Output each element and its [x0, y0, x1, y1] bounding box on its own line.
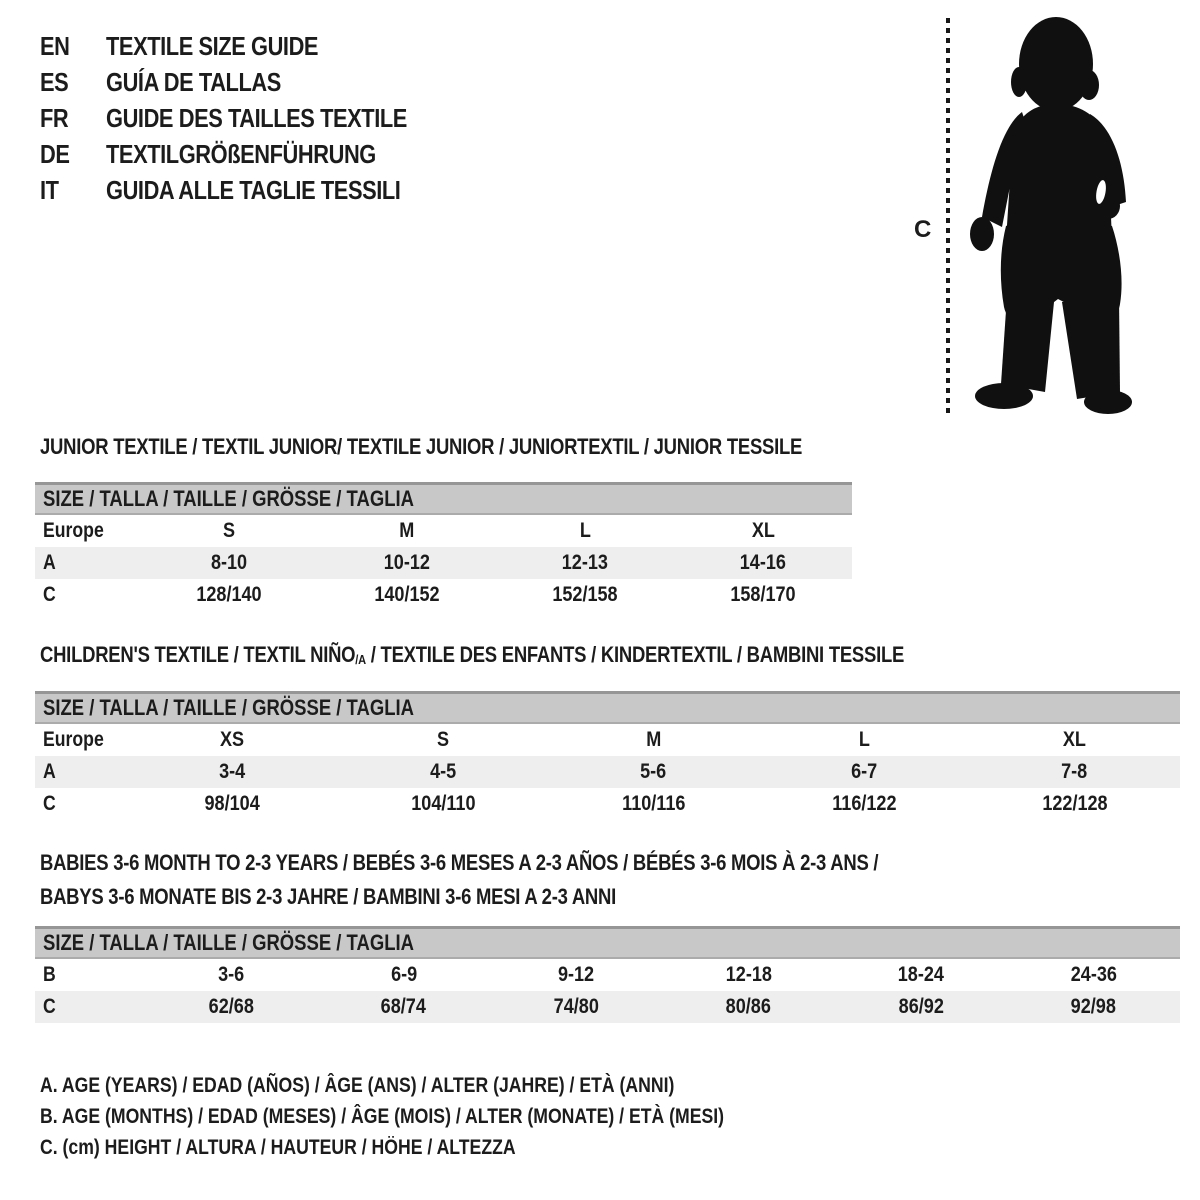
height-dimension-dashed-line: [946, 18, 950, 416]
babies-title-line2: BABYS 3-6 MONATE BIS 2-3 JAHRE / BAMBINI 3-6 MESI A 2-3 ANNI: [40, 884, 616, 909]
cell-value: 122/128: [1042, 792, 1108, 815]
table-row-height: [35, 579, 852, 611]
cell-value: 7-8: [1061, 760, 1088, 783]
footnote-height-cm: C. (cm) HEIGHT / ALTURA / HAUTEUR / HÖHE / ALTEZZA: [40, 1135, 516, 1159]
lang-row-en: [40, 28, 464, 64]
cell-value: 3-6: [218, 963, 245, 986]
size-header-bar: [35, 691, 1180, 724]
lang-code-it: IT: [40, 174, 59, 205]
children-title-post: / TEXTILE DES ENFANTS / KINDERTEXTIL / BAMBINI TESSILE: [365, 642, 905, 667]
size-header-label: SIZE / TALLA / TAILLE / GRÖSSE / TAGLIA: [43, 695, 414, 720]
cell-value: 6-7: [851, 760, 878, 783]
cell-value: 68/74: [381, 995, 427, 1018]
cell-value: 128/140: [196, 583, 262, 606]
table-row-height: [35, 991, 1180, 1023]
cell-value: 86/92: [898, 995, 944, 1018]
cell-value: 12-13: [561, 551, 609, 574]
lang-code-fr: FR: [40, 102, 69, 133]
table-row-europe: [35, 515, 852, 547]
row-label: C: [43, 995, 56, 1018]
legend-footnotes: [40, 1070, 854, 1163]
section-title-junior: JUNIOR TEXTILE / TEXTIL JUNIOR/ TEXTILE JUNIOR / JUNIORTEXTIL / JUNIOR TESSILE: [40, 434, 803, 459]
cell-value: 5-6: [640, 760, 667, 783]
cell-value: XL: [1063, 728, 1087, 751]
table-row-europe: [35, 724, 1180, 756]
cell-value: M: [399, 519, 415, 542]
table-row-months: [35, 959, 1180, 991]
section-title-babies: [40, 846, 1038, 914]
children-size-table: [35, 691, 1180, 820]
size-header-label: SIZE / TALLA / TAILLE / GRÖSSE / TAGLIA: [43, 930, 414, 955]
cell-value: 98/104: [204, 792, 260, 815]
cell-value: XL: [751, 519, 775, 542]
cell-value: 10-12: [383, 551, 431, 574]
junior-size-table: [35, 482, 852, 611]
cell-value: 158/170: [730, 583, 796, 606]
row-label: Europe: [43, 728, 104, 751]
table-row-age: [35, 756, 1180, 788]
lang-title-it: GUIDA ALLE TAGLIE TESSILI: [106, 174, 401, 205]
cell-value: 140/152: [374, 583, 440, 606]
size-header-bar: [35, 926, 1180, 959]
cell-value: 62/68: [208, 995, 254, 1018]
cell-value: 24-36: [1070, 963, 1117, 986]
table-row-age: [35, 547, 852, 579]
lang-row-de: [40, 136, 464, 172]
cell-value: 6-9: [390, 963, 417, 986]
lang-row-fr: [40, 100, 464, 136]
section-title-children: [40, 640, 1069, 673]
cell-value: 74/80: [553, 995, 599, 1018]
cell-value: XS: [220, 728, 245, 751]
lang-code-es: ES: [40, 66, 69, 97]
row-label: A: [43, 551, 56, 574]
cell-value: 9-12: [558, 963, 595, 986]
lang-title-de: TEXTILGRÖßENFÜHRUNG: [106, 138, 376, 169]
lang-title-en: TEXTILE SIZE GUIDE: [106, 30, 319, 61]
footnote-age-years: A. AGE (YEARS) / EDAD (AÑOS) / ÂGE (ANS) / ALTER (JAHRE) / ETÀ (ANNI): [40, 1073, 675, 1097]
cell-value: 8-10: [210, 551, 248, 574]
cell-value: S: [436, 728, 449, 751]
row-label: B: [43, 963, 56, 986]
cell-value: L: [858, 728, 870, 751]
children-title-pre: CHILDREN'S TEXTILE / TEXTIL NIÑO: [40, 642, 356, 667]
cell-value: 92/98: [1071, 995, 1117, 1018]
cell-value: M: [645, 728, 662, 751]
row-label: A: [43, 760, 56, 783]
figure-height-label: C: [914, 216, 932, 243]
cell-value: 4-5: [429, 760, 456, 783]
babies-title-line1: BABIES 3-6 MONTH TO 2-3 YEARS / BEBÉS 3-6 MESES A 2-3 AÑOS / BÉBÉS 3-6 MOIS À 2-3 ANS /: [40, 850, 879, 875]
cell-value: 152/158: [552, 583, 618, 606]
cell-value: 80/86: [726, 995, 772, 1018]
lang-row-it: [40, 172, 464, 208]
lang-code-de: DE: [40, 138, 70, 169]
babies-size-table: [35, 926, 1180, 1023]
row-label: C: [43, 792, 56, 815]
cell-value: 116/122: [831, 792, 897, 815]
table-row-height: [35, 788, 1180, 820]
cell-value: S: [222, 519, 236, 542]
cell-value: 12-18: [725, 963, 772, 986]
footnote-age-months: B. AGE (MONTHS) / EDAD (MESES) / ÂGE (MOIS) / ALTER (MONATE) / ETÀ (MESI): [40, 1104, 725, 1128]
language-title-block: [40, 28, 464, 208]
lang-title-fr: GUIDE DES TAILLES TEXTILE: [106, 102, 407, 133]
row-label: C: [43, 583, 56, 606]
cell-value: 18-24: [898, 963, 945, 986]
cell-value: L: [579, 519, 591, 542]
row-label: Europe: [43, 519, 104, 542]
cell-value: 3-4: [219, 760, 246, 783]
size-header-label: SIZE / TALLA / TAILLE / GRÖSSE / TAGLIA: [43, 486, 414, 511]
size-header-bar: [35, 482, 852, 515]
lang-title-es: GUÍA DE TALLAS: [106, 66, 281, 97]
children-title-sub: /A: [355, 652, 366, 667]
cell-value: 14-16: [739, 551, 787, 574]
lang-code-en: EN: [40, 30, 70, 61]
cell-value: 110/116: [621, 792, 686, 815]
lang-row-es: [40, 64, 464, 100]
cell-value: 104/110: [410, 792, 476, 815]
toddler-silhouette-icon: [962, 12, 1142, 420]
